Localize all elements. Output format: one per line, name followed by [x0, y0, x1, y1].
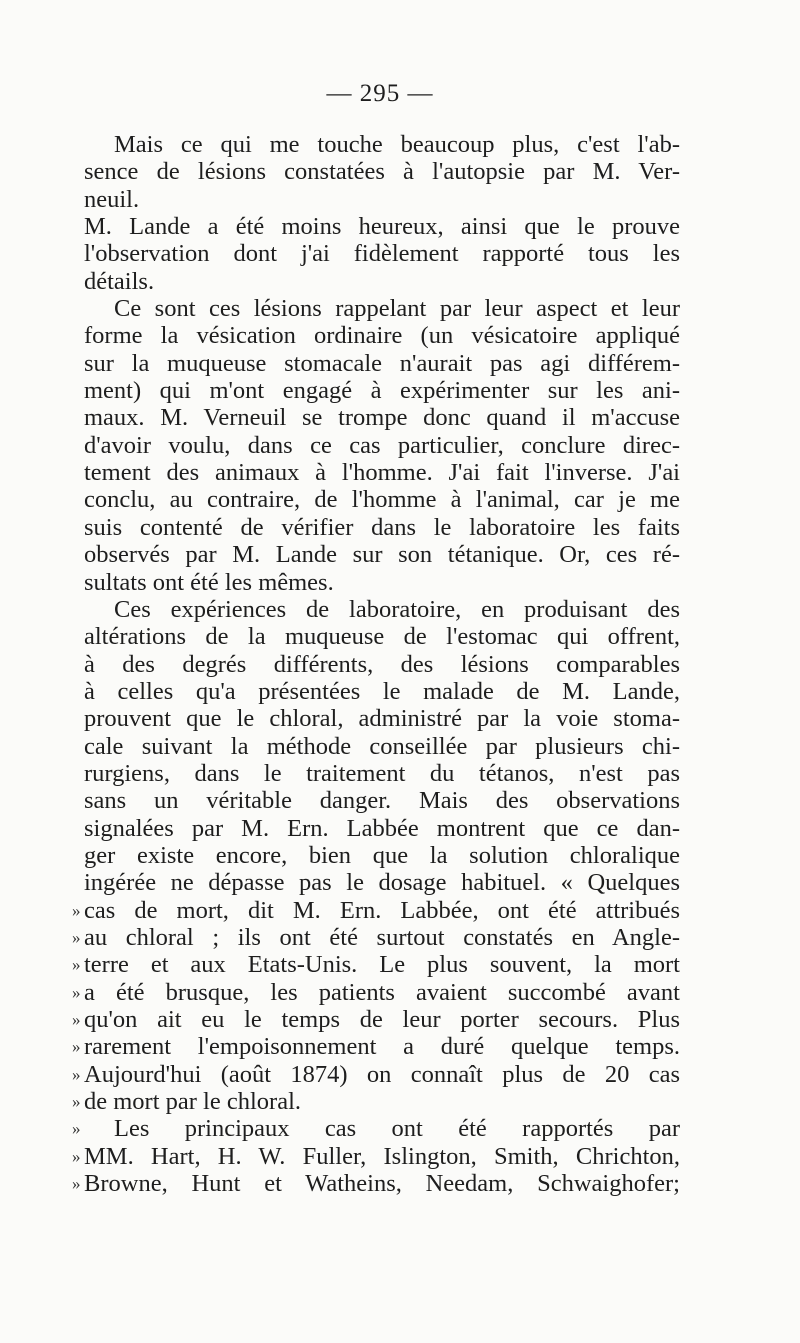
text-line: [84, 869, 680, 896]
text-line-content: Ce sont ces lésions rappelant par leur aspect et leur: [114, 295, 680, 323]
text-line: [72, 923, 680, 951]
quote-mark: »: [72, 982, 81, 1002]
text-line-content: conclu, au contraire, de l'homme à l'animal, car je me: [84, 486, 680, 514]
text-line: [84, 404, 680, 431]
text-line: [72, 896, 680, 924]
text-line-content: suis contenté de vérifier dans le laboratoire les faits: [84, 513, 680, 541]
text-line: [84, 842, 680, 869]
text-line-content: au chloral ; ils ont été surtout constatés en Angle-: [84, 923, 680, 951]
text-line-content: cale suivant la méthode conseillée par plusieurs chi-: [84, 732, 680, 760]
text-line-content: d'avoir voulu, dans ce cas particulier, conclure direc-: [84, 431, 680, 459]
text-line-content: sence de lésions constatées à l'autopsie par M. Ver-: [84, 158, 680, 186]
text-line-content: terre et aux Etats-Unis. Le plus souvent, la mort: [84, 951, 680, 979]
text-line-content: sur la muqueuse stomacale n'aurait pas agi différem-: [84, 349, 680, 377]
text-line-content: ment) qui m'ont engagé à expérimenter sur les ani-: [84, 377, 680, 405]
text-line: [84, 377, 680, 404]
text-line: [84, 705, 680, 732]
text-line-content: forme la vésication ordinaire (un vésicatoire appliqué: [84, 322, 680, 350]
text-line: [84, 569, 680, 596]
text-line: [84, 760, 680, 787]
text-line-content: tement des animaux à l'homme. J'ai fait l'inverse. J'ai: [84, 459, 680, 487]
quote-mark: »: [72, 1146, 81, 1166]
quote-mark: »: [72, 1174, 81, 1194]
text-line-content: cas de mort, dit M. Ern. Labbée, ont été attribués: [84, 896, 680, 924]
text-line-content: MM. Hart, H. W. Fuller, Islington, Smith, Chrichton,: [84, 1142, 680, 1170]
text-line-content: altérations de la muqueuse de l'estomac qui offrent,: [84, 623, 680, 651]
text-line: [72, 1115, 680, 1143]
text-line: [72, 1033, 680, 1061]
text-line: [84, 432, 680, 459]
quote-mark: »: [72, 1037, 81, 1057]
text-line: [84, 733, 680, 760]
text-line: [84, 459, 680, 486]
text-line-content: à celles qu'a présentées le malade de M. Lande,: [84, 677, 680, 705]
text-line-content: rarement l'empoisonnement a duré quelque temps.: [84, 1033, 680, 1061]
text-line: [72, 951, 680, 979]
text-line: [84, 486, 680, 513]
text-line-content: ingérée ne dépasse pas le dosage habituel. « Quelques: [84, 869, 680, 897]
quote-mark: »: [72, 1010, 81, 1029]
text-line: [84, 350, 680, 377]
text-line: [84, 541, 680, 568]
text-line: [84, 158, 680, 185]
quote-mark: »: [72, 900, 81, 920]
text-line: [84, 186, 680, 213]
text-line: [84, 651, 680, 678]
text-line: [84, 678, 680, 705]
text-line-content: Aujourd'hui (août 1874) on connaît plus de 20 cas: [84, 1060, 680, 1088]
text-line: [84, 596, 680, 623]
text-line: [72, 1170, 680, 1198]
text-line-content: maux. M. Verneuil se trompe donc quand il m'accuse: [84, 404, 680, 432]
text-line: [84, 623, 680, 650]
text-line-content: signalées par M. Ern. Labbée montrent que ce dan-: [84, 814, 680, 842]
text-line: [72, 1088, 680, 1116]
text-line-content: prouvent que le chloral, administré par la voie stoma-: [84, 705, 680, 733]
text-line: [84, 787, 680, 814]
text-line-content: de mort par le chloral.: [84, 1088, 302, 1116]
text-line-content: observés par M. Lande sur son tétanique. Or, ces ré-: [84, 541, 680, 569]
text-line: [84, 240, 680, 267]
quote-mark: »: [72, 955, 81, 975]
text-line: [84, 213, 680, 240]
text-line: [84, 131, 680, 158]
text-line-content: l'observation dont j'ai fidèlement rapporté tous les: [84, 240, 680, 268]
text-line-content: rurgiens, dans le traitement du tétanos, n'est pas: [84, 759, 680, 787]
text-line: [84, 295, 680, 322]
text-line-content: Browne, Hunt et Watheins, Needam, Schwaighofer;: [84, 1170, 680, 1198]
quote-mark: »: [72, 1119, 81, 1139]
text-line-content: a été brusque, les patients avaient succombé avant: [84, 978, 680, 1006]
text-line: [72, 1006, 680, 1033]
text-line-content: Les principaux cas ont été rapportés par: [114, 1115, 680, 1143]
page-number: — 295 —: [326, 80, 434, 107]
text-line: [84, 268, 680, 295]
text-line-content: M. Lande a été moins heureux, ainsi que le prouve: [84, 213, 680, 241]
text-line: [84, 514, 680, 541]
body-text: [72, 131, 680, 1198]
text-line-content: Mais ce qui me touche beaucoup plus, c'est l'ab-: [114, 131, 680, 158]
text-line-content: à des degrés différents, des lésions comparables: [84, 650, 680, 678]
text-line-content: sultats ont été les mêmes.: [84, 568, 334, 596]
text-line: [72, 1142, 680, 1170]
text-line: [72, 1060, 680, 1088]
text-line-content: qu'on ait eu le temps de leur porter secours. Plus: [84, 1006, 680, 1033]
text-line-content: détails.: [84, 267, 155, 295]
text-line: [72, 978, 680, 1006]
text-line-content: ger existe encore, bien que la solution chloralique: [84, 841, 680, 869]
text-line: [84, 815, 680, 842]
text-line-content: Ces expériences de laboratoire, en produisant des: [114, 595, 680, 623]
quote-mark: »: [72, 1064, 81, 1084]
text-line-content: neuil.: [84, 185, 140, 213]
text-line: [84, 322, 680, 349]
quote-mark: »: [72, 1092, 81, 1112]
quote-mark: »: [72, 927, 81, 947]
text-line-content: sans un véritable danger. Mais des observations: [84, 787, 680, 815]
